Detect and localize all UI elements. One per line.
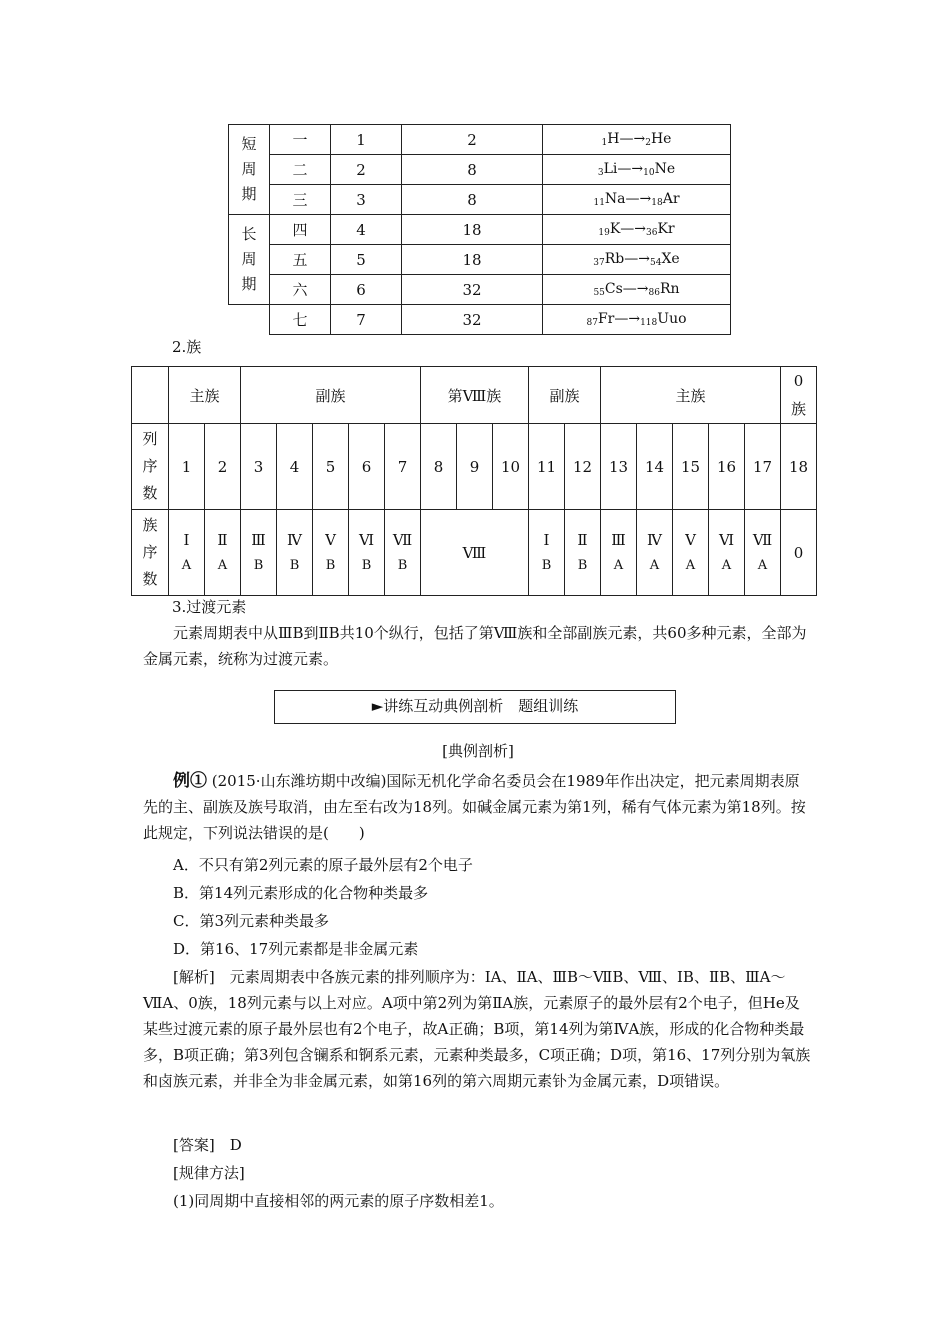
element-range: $_{87}Fr—\to_{118}Uuo$	[543, 305, 731, 335]
period-row	[229, 305, 731, 335]
column-number: 3	[241, 424, 277, 510]
group-number-row	[132, 510, 817, 596]
electron-shells: 7	[331, 305, 402, 335]
header-main-2: 主族	[601, 367, 781, 424]
arrow-icon: —→	[620, 221, 647, 237]
column-number: 18	[781, 424, 817, 510]
group-number: Ⅶ A	[745, 510, 781, 596]
group-number: Ⅰ B	[529, 510, 565, 596]
group-number: Ⅳ B	[277, 510, 313, 596]
period-name: 六	[270, 275, 331, 305]
element-count: 18	[402, 245, 543, 275]
group-zero: 0	[781, 510, 817, 596]
example-heading: [典例剖析]	[442, 742, 514, 760]
element-range: $_{55}Cs—\to_{86}Rn$	[543, 275, 731, 305]
period-name: 一	[270, 125, 331, 155]
example-label: 例①	[173, 771, 207, 791]
column-number: 7	[385, 424, 421, 510]
column-number: 11	[529, 424, 565, 510]
header-sub-1: 副族	[241, 367, 421, 424]
period-name: 五	[270, 245, 331, 275]
group-table	[131, 366, 817, 596]
column-number: 14	[637, 424, 673, 510]
group-number: Ⅱ B	[565, 510, 601, 596]
arrow-icon: —→	[614, 311, 641, 327]
option-b: B．第14列元素形成的化合物种类最多	[173, 884, 429, 902]
element-count: 8	[402, 185, 543, 215]
header-viii: 第Ⅷ族	[421, 367, 529, 424]
short-period-label: 短 周 期	[229, 125, 270, 215]
column-number: 8	[421, 424, 457, 510]
section-banner: ►讲练互动典例剖析 题组训练	[274, 690, 676, 724]
electron-shells: 2	[331, 155, 402, 185]
period-name: 二	[270, 155, 331, 185]
group-number: Ⅶ B	[385, 510, 421, 596]
period-name: 三	[270, 185, 331, 215]
analysis-text: [解析] 元素周期表中各族元素的排列顺序为：ⅠA、ⅡA、ⅢB～ⅦB、Ⅷ、ⅠB、ⅡB、ⅢA～ⅦA、0族，18列元素与以上对应。A项中第2列为第ⅡA族，元素原子的最外层有2个电子，但He及某些过渡元素的原子最外层也有2个电子，故A正确；B项，第14列为第ⅣA族，形成的化合物种类最多，B项正确；第3列包含镧系和锕系元素，元素种类最多，C项正确；D项，第16、17列分别为氧族和卤族元素，并非全为非金属元素，如第16列的第六周期元素钋为金属元素，D项错误。	[143, 968, 811, 1090]
period-row	[229, 215, 731, 245]
group-number: Ⅰ A	[169, 510, 205, 596]
row-label-columns: 列序数	[132, 424, 169, 510]
period-row	[229, 185, 731, 215]
group-number: Ⅲ B	[241, 510, 277, 596]
column-number: 2	[205, 424, 241, 510]
element-range: $_{11}Na—\to_{18}Ar$	[543, 185, 731, 215]
period-table	[228, 124, 731, 335]
option-c: C．第3列元素种类最多	[173, 912, 330, 930]
section-title-groups: 2.族	[172, 338, 202, 356]
element-count: 2	[402, 125, 543, 155]
element-range: $_{37}Rb—\to_{54}Xe$	[543, 245, 731, 275]
group-viii: Ⅷ	[421, 510, 529, 596]
column-number: 6	[349, 424, 385, 510]
header-zero: 0族	[781, 367, 817, 424]
column-number: 9	[457, 424, 493, 510]
element-count: 18	[402, 215, 543, 245]
corner-cell	[132, 367, 169, 424]
column-number: 16	[709, 424, 745, 510]
arrow-icon: —→	[624, 251, 650, 267]
method-rule-1: (1)同周期中直接相邻的两元素的原子序数相差1。	[173, 1192, 504, 1210]
group-number: Ⅵ A	[709, 510, 745, 596]
row-label-groups: 族序数	[132, 510, 169, 596]
long-period-label: 长 周 期	[229, 215, 270, 305]
electron-shells: 1	[331, 125, 402, 155]
column-number: 17	[745, 424, 781, 510]
period-row	[229, 245, 731, 275]
column-number: 15	[673, 424, 709, 510]
column-number: 13	[601, 424, 637, 510]
empty-cell	[229, 305, 270, 335]
element-count: 32	[402, 305, 543, 335]
group-number: Ⅳ A	[637, 510, 673, 596]
period-row	[229, 125, 731, 155]
group-number: Ⅲ A	[601, 510, 637, 596]
element-count: 8	[402, 155, 543, 185]
example-question	[143, 768, 813, 846]
example-text: (2015·山东潍坊期中改编)国际无机化学命名委员会在1989年作出决定，把元素周期表原先的主、副族及族号取消，由左至右改为18列。如碱金属元素为第1列，稀有气体元素为第18列。按此规定，下列说法错误的是( )	[143, 772, 806, 842]
arrow-icon: —→	[622, 281, 649, 297]
electron-shells: 5	[331, 245, 402, 275]
option-a: A．不只有第2列元素的原子最外层有2个电子	[173, 856, 473, 874]
electron-shells: 3	[331, 185, 402, 215]
period-name: 七	[270, 305, 331, 335]
element-range: $_3Li—\to_{10}Ne$	[543, 155, 731, 185]
group-header-row	[132, 367, 817, 424]
group-number: Ⅴ B	[313, 510, 349, 596]
transition-text: 元素周期表中从ⅢB到ⅡB共10个纵行，包括了第Ⅷ族和全部副族元素，共60多种元素，全部为金属元素，统称为过渡元素。	[143, 624, 807, 668]
period-name: 四	[270, 215, 331, 245]
group-number: Ⅵ B	[349, 510, 385, 596]
column-number: 5	[313, 424, 349, 510]
group-number: Ⅱ A	[205, 510, 241, 596]
arrow-icon: —→	[617, 161, 644, 177]
group-number: Ⅴ A	[673, 510, 709, 596]
column-number: 12	[565, 424, 601, 510]
column-number: 4	[277, 424, 313, 510]
electron-shells: 6	[331, 275, 402, 305]
header-main-1: 主族	[169, 367, 241, 424]
method-title: [规律方法]	[173, 1164, 245, 1182]
column-number: 1	[169, 424, 205, 510]
period-row	[229, 275, 731, 305]
column-number: 10	[493, 424, 529, 510]
section-title-transition: 3.过渡元素	[172, 598, 247, 616]
option-d: D．第16、17列元素都是非金属元素	[173, 940, 419, 958]
arrow-icon: —→	[625, 191, 652, 207]
arrow-icon: —→	[619, 131, 646, 147]
header-sub-2: 副族	[529, 367, 601, 424]
element-range: $_1H—\to_2He$	[543, 125, 731, 155]
column-number-row	[132, 424, 817, 510]
period-row	[229, 155, 731, 185]
electron-shells: 4	[331, 215, 402, 245]
answer: [答案] D	[173, 1136, 242, 1154]
element-count: 32	[402, 275, 543, 305]
element-range: $_{19}K—\to_{36}Kr$	[543, 215, 731, 245]
